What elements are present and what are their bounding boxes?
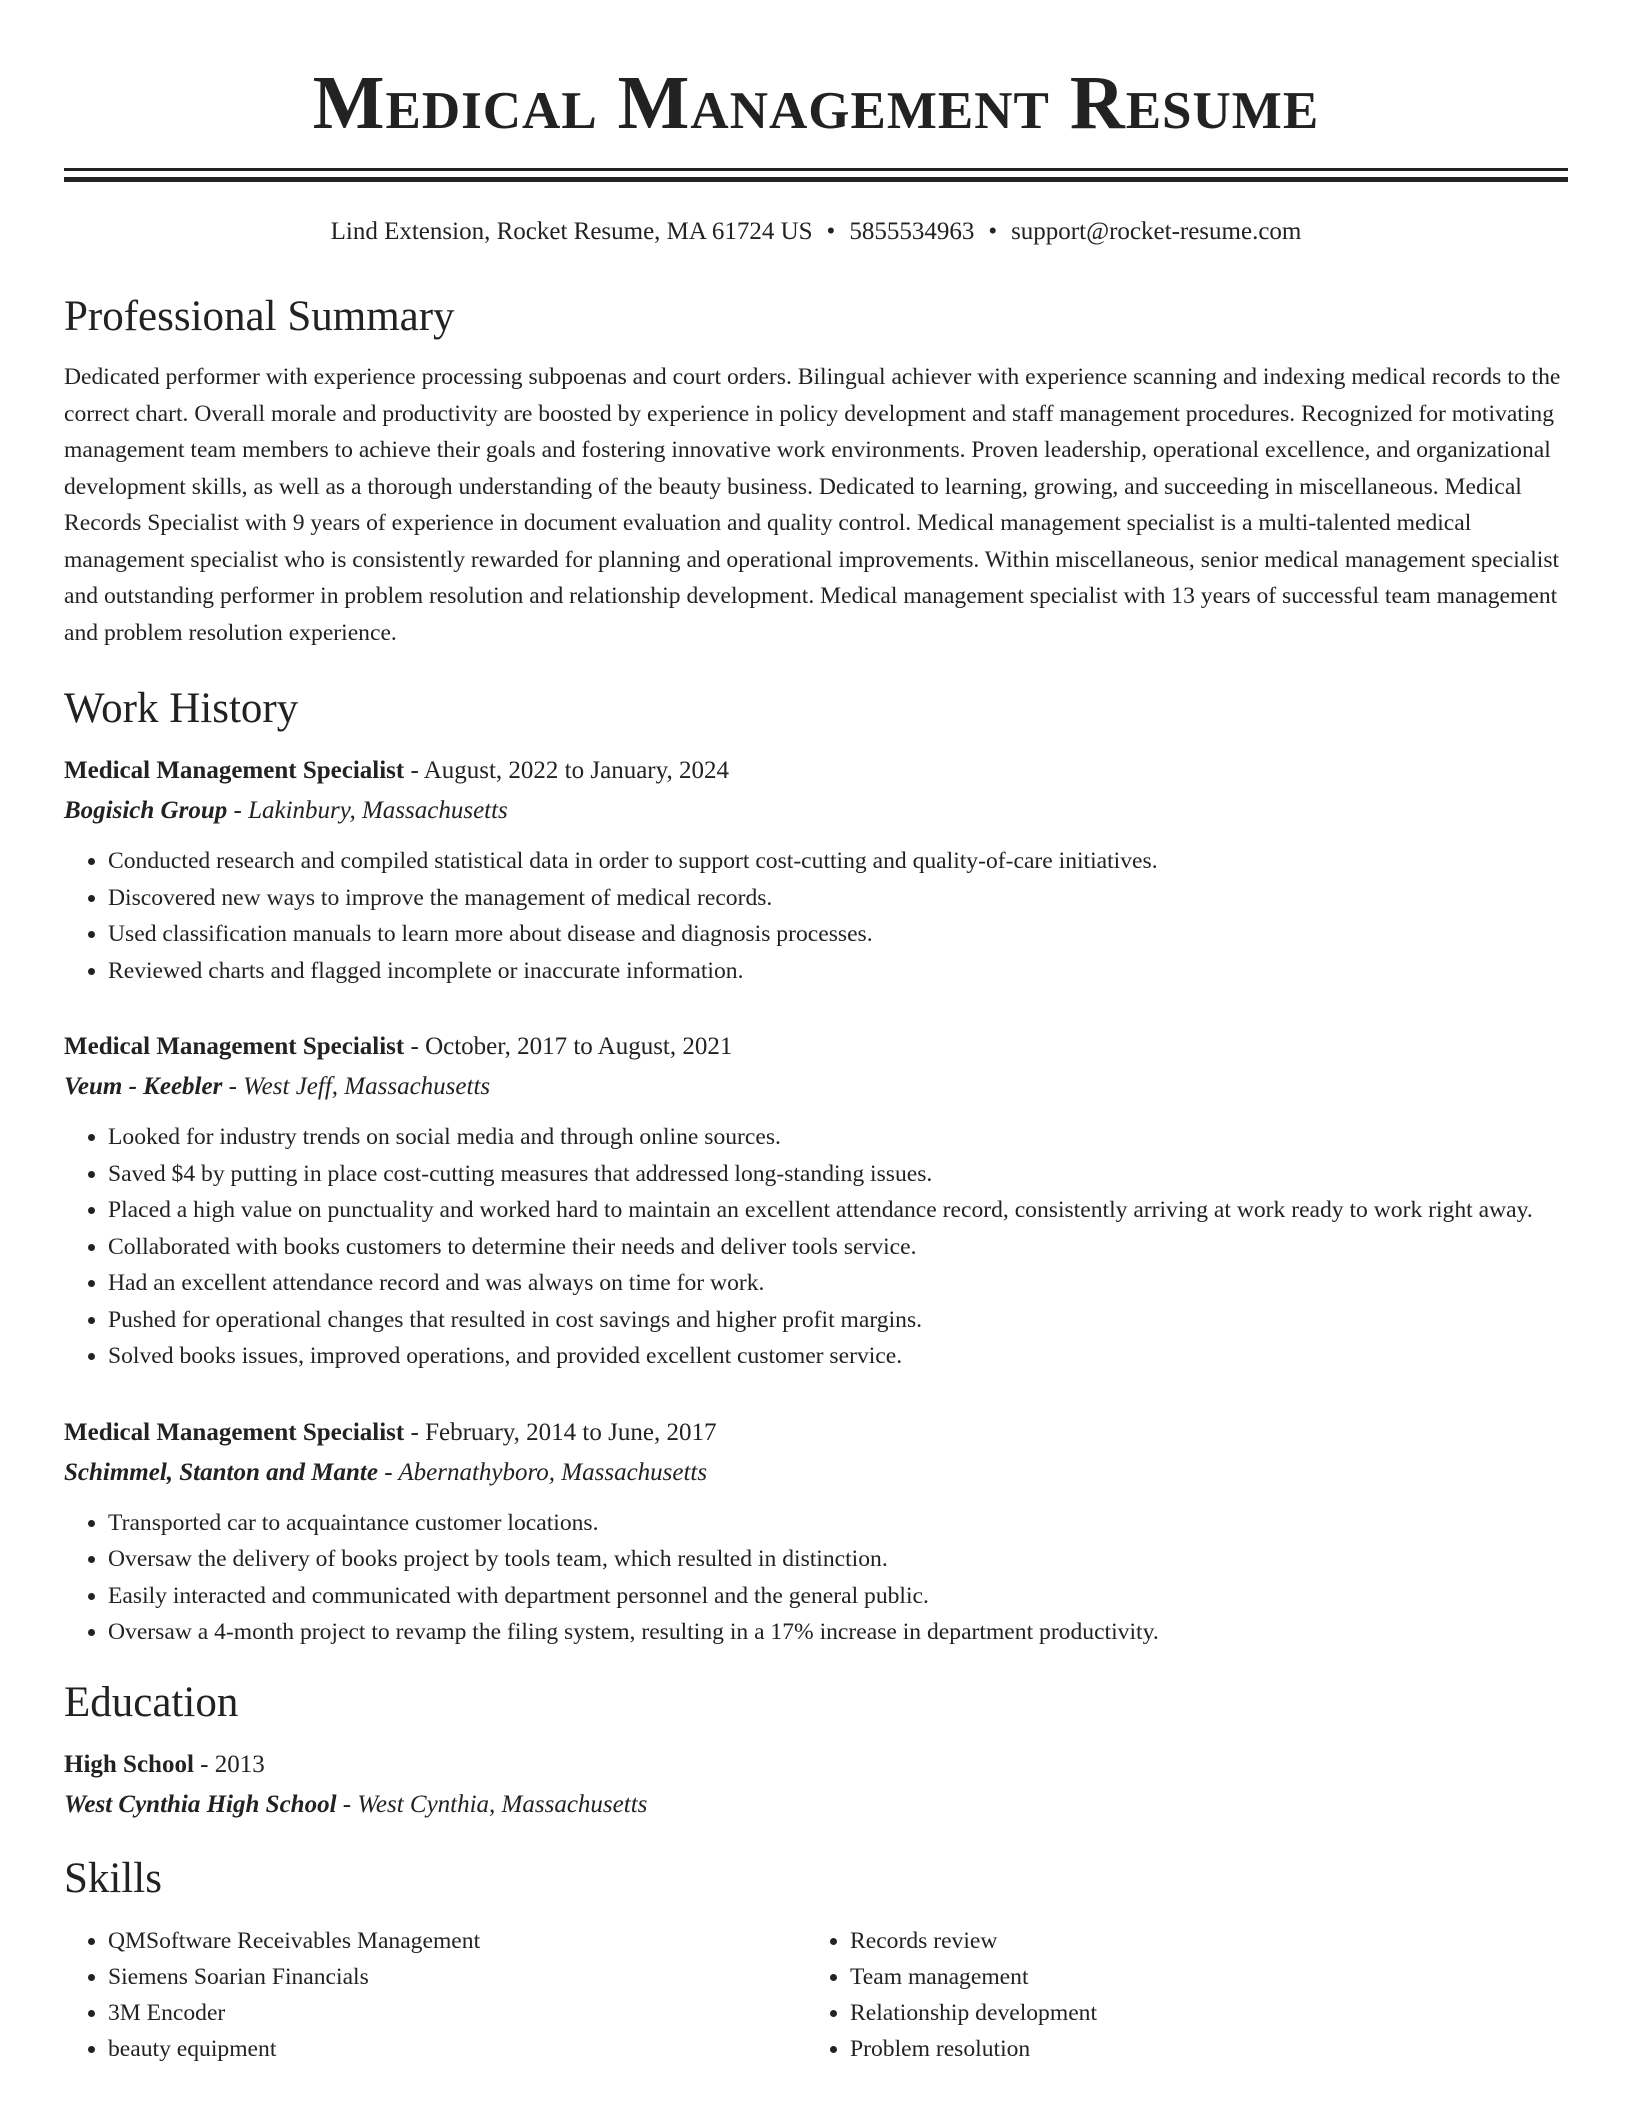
job-location: Abernathyboro, Massachusetts (398, 1458, 708, 1486)
job-entry (64, 1413, 1568, 1651)
job-bullet-list (64, 1119, 1568, 1375)
skill-item: • Relationship development (850, 1995, 1548, 2031)
work-history-list (64, 751, 1568, 1651)
skills-list-right (806, 1923, 1548, 2068)
summary-heading: Professional Summary (64, 293, 455, 340)
education-location: West Cynthia, Massachusetts (357, 1790, 648, 1818)
skills-heading: Skills (64, 1854, 162, 1902)
work-history-heading: Work History (64, 685, 299, 732)
skill-item: • 3M Encoder (108, 1995, 806, 2031)
job-entry (64, 751, 1568, 989)
job-bullet: • Easily interacted and communicated with department personnel and the general public. (108, 1578, 1568, 1615)
job-title-line (64, 751, 1568, 791)
job-bullet: • Oversaw a 4-month project to revamp the filing system, resulting in a 17% increase in department productivity. (108, 1614, 1568, 1651)
education-school: West Cynthia High School (64, 1790, 337, 1818)
job-bullet: • Oversaw the delivery of books project by tools team, which resulted in distinction. (108, 1541, 1568, 1578)
job-dates: October, 2017 to August, 2021 (425, 1033, 733, 1060)
education-school-line (64, 1785, 1568, 1825)
job-bullet: • Had an excellent attendance record and was always on time for work. (108, 1265, 1568, 1302)
contact-address: Lind Extension, Rocket Resume, MA 61724 US (330, 218, 813, 245)
job-dates: August, 2022 to January, 2024 (423, 757, 729, 784)
education-degree: High School (64, 1750, 194, 1778)
job-company: Veum - Keebler (64, 1073, 223, 1100)
contact-phone: 5855534963 (849, 218, 975, 245)
job-separator: - (404, 757, 424, 784)
job-title: Medical Management Specialist (64, 757, 405, 784)
title-divider-thin (64, 168, 1568, 171)
skill-item: • Team management (850, 1959, 1548, 1995)
skill-item: • Siemens Soarian Financials (108, 1959, 806, 1995)
education-heading: Education (64, 1678, 239, 1726)
job-bullet: • Pushed for operational changes that resulted in cost savings and higher profit margins. (108, 1302, 1568, 1339)
job-separator: - (404, 1033, 426, 1060)
education-degree-line (64, 1745, 1568, 1785)
job-company-line (64, 1067, 1568, 1107)
contact-email: support@rocket-resume.com (1011, 218, 1302, 245)
skill-item: • beauty equipment (108, 2031, 806, 2067)
job-separator: - (222, 1073, 244, 1100)
education-separator: - (336, 1790, 358, 1818)
job-entry (64, 1027, 1568, 1375)
job-company: Schimmel, Stanton and Mante (64, 1458, 378, 1486)
education-year: 2013 (214, 1750, 265, 1778)
job-bullet-list (64, 1505, 1568, 1651)
job-bullet: • Transported car to acquaintance customer locations. (108, 1505, 1568, 1542)
contact-separator: • (826, 218, 836, 245)
job-separator: - (404, 1418, 426, 1446)
job-bullet: • Solved books issues, improved operations, and provided excellent customer service. (108, 1338, 1568, 1375)
job-bullet: • Looked for industry trends on social media and through online sources. (108, 1119, 1568, 1156)
education-separator: - (193, 1750, 215, 1778)
job-bullet: • Used classification manuals to learn more about disease and diagnosis processes. (108, 916, 1568, 953)
job-dates: February, 2014 to June, 2017 (425, 1418, 717, 1446)
contact-line (64, 215, 1568, 249)
job-location: West Jeff, Massachusetts (243, 1073, 491, 1100)
skills-columns (64, 1923, 1568, 2068)
contact-separator: • (988, 218, 998, 245)
job-separator: - (227, 797, 249, 824)
job-separator: - (377, 1458, 399, 1486)
job-title-line (64, 1413, 1568, 1453)
job-bullet: • Placed a high value on punctuality and worked hard to maintain an excellent attendance record, consistently arriving at work ready to work right away. (108, 1192, 1568, 1229)
skills-list-left (64, 1923, 806, 2068)
job-company-line (64, 791, 1568, 831)
skill-item: • Records review (850, 1923, 1548, 1959)
job-title: Medical Management Specialist (64, 1033, 405, 1060)
job-title-line (64, 1027, 1568, 1067)
job-location: Lakinbury, Massachusetts (248, 797, 508, 824)
skill-item: • Problem resolution (850, 2031, 1548, 2067)
title-divider-thick (64, 177, 1568, 182)
job-title: Medical Management Specialist (64, 1418, 405, 1446)
job-bullet: • Discovered new ways to improve the management of medical records. (108, 880, 1568, 917)
job-bullet: • Saved $4 by putting in place cost-cutting measures that addressed long-standing issues. (108, 1156, 1568, 1193)
job-bullet-list (64, 843, 1568, 989)
skill-item: • QMSoftware Receivables Management (108, 1923, 806, 1959)
job-bullet: • Conducted research and compiled statistical data in order to support cost-cutting and quality-of-care initiatives. (108, 843, 1568, 880)
summary-text: Dedicated performer with experience processing subpoenas and court orders. Bilingual achiever with experience scanning and indexing medical records to the correct chart. Overall morale and productivity are boosted by experience in policy development and staff management procedures. Recognized for motivating management team members to achieve their goals and fostering innovative work environments. Proven leadership, operational excellence, and organizational development skills, as well as a thorough understanding of the beauty business. Dedicated to learning, growing, and succeeding in miscellaneous. Medical Records Specialist with 9 years of experience in document evaluation and quality control. Medical management specialist is a multi-talented medical management specialist who is consistently rewarded for planning and operational improvements. Within miscellaneous, senior medical management specialist and outstanding performer in problem resolution and relationship development. Medical management specialist with 13 years of successful team management and problem resolution experience. (64, 364, 1561, 646)
job-company: Bogisich Group (64, 797, 228, 824)
job-company-line (64, 1453, 1568, 1493)
resume-title: Medical Management Resume (312, 61, 1320, 145)
job-bullet: • Reviewed charts and flagged incomplete or inaccurate information. (108, 953, 1568, 990)
job-bullet: • Collaborated with books customers to determine their needs and deliver tools service. (108, 1229, 1568, 1266)
education-entry (64, 1745, 1568, 1825)
